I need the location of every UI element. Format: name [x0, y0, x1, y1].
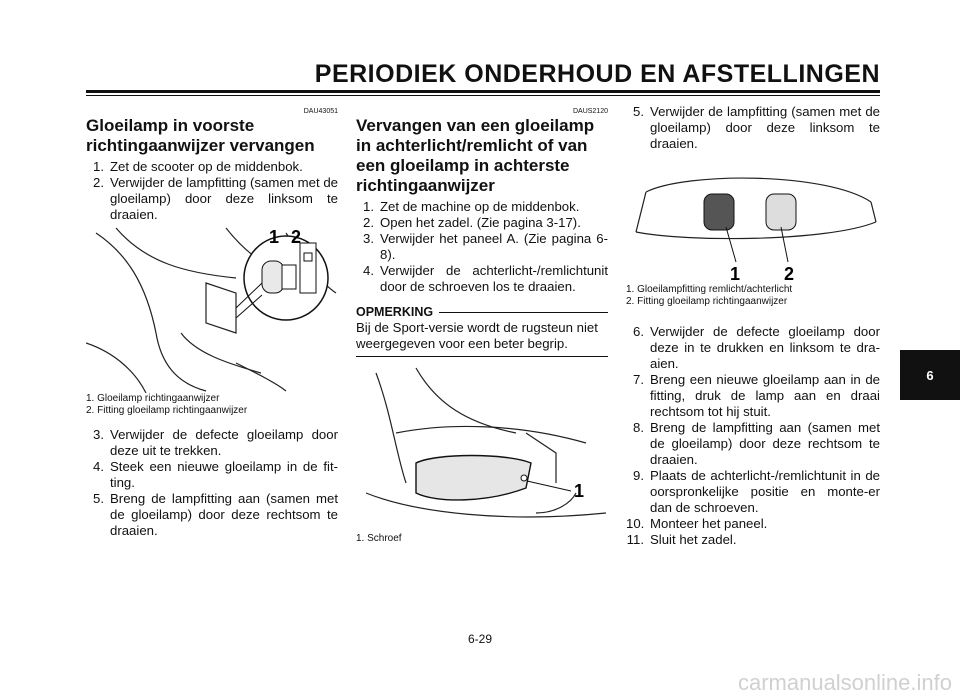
- step-item: 2. Verwijder de lampfitting (samen met de gloeilamp) door deze linksom te draaien.: [93, 175, 338, 222]
- step-item: 11. Sluit het zadel.: [626, 532, 737, 547]
- section-code: DAUS2120: [572, 108, 608, 115]
- step-item: 2. Open het zadel. (Zie pagina 3-17).: [363, 215, 581, 230]
- step-list: [626, 324, 880, 548]
- figure-caption: 1. Gloeilamp richtingaanwijzer: [86, 393, 220, 404]
- figure-caption: 1. Schroef: [356, 533, 402, 544]
- chapter-tab: 6: [900, 350, 960, 400]
- taillight-unit-figure: [356, 363, 608, 533]
- figure-caption: 1. Gloeilampfitting remlicht/achterlicht: [626, 284, 793, 295]
- front-turn-signal-figure: [86, 223, 338, 393]
- column-1: [86, 104, 338, 539]
- note-title: OPMERKING: [356, 304, 608, 320]
- callout-label: 1: [730, 264, 741, 282]
- header-rule: [86, 90, 880, 93]
- step-item: 5. Breng de lampfitting aan (samen met de gloeilamp) door deze rechtsom te draaien.: [93, 491, 338, 538]
- step-item: 3. Verwijder het paneel A. (Zie pagina 6-8).: [363, 231, 608, 262]
- page-number: 6-29: [467, 632, 493, 646]
- step-item: 4. Verwijder de achterlicht-/remlichtunit door de schroeven los te draaien.: [363, 263, 608, 294]
- callout-label: 1: [574, 481, 585, 501]
- step-item: 7. Breng een nieuwe gloeilamp aan in de fitting, druk de lamp aan en draai rechtsom tot hij stuit.: [633, 372, 880, 419]
- step-item: 6. Verwijder de defecte gloeilamp door deze in te drukken en linksom te dra-aien.: [633, 324, 880, 371]
- step-item: 3. Verwijder de defecte gloeilamp door deze uit te trekken.: [93, 427, 338, 458]
- step-list: [86, 159, 338, 223]
- step-list: [86, 427, 338, 539]
- callout-label: 1: [269, 227, 280, 247]
- step-item: 8. Breng de lampfitting aan (samen met de gloeilamp) door deze rechtsom te draaien.: [633, 420, 880, 467]
- note-text: Bij de Sport-versie wordt de rugsteun niet weergegeven voor een beter begrip.: [356, 320, 608, 357]
- column-2: [356, 104, 608, 545]
- column-3: [626, 104, 880, 548]
- step-item: 1. Zet de scooter op de middenbok.: [93, 159, 303, 174]
- section-heading: Vervangen van een gloeilamp in achterlicht/remlicht of van een gloeilamp in achterste richtingaanwijzer: [356, 116, 595, 195]
- watermark: carmanualsonline.info: [737, 670, 952, 695]
- step-item: 4. Steek een nieuwe gloeilamp in de fit-ting.: [93, 459, 338, 490]
- step-list: [626, 104, 880, 152]
- figure-caption: 2. Fitting gloeilamp richtingaanwijzer: [626, 296, 788, 307]
- step-item: 1. Zet de machine op de middenbok.: [363, 199, 580, 214]
- step-item: 5. Verwijder de lampfitting (samen met de gloeilamp) door deze linksom te draaien.: [633, 104, 880, 151]
- header-rule-thin: [86, 95, 880, 96]
- section-code: DAU43051: [303, 108, 338, 115]
- callout-label: 2: [784, 264, 795, 282]
- page-header-title: PERIODIEK ONDERHOUD EN AFSTELLINGEN: [314, 60, 880, 88]
- section-heading: Gloeilamp in voorste richtingaanwijzer vervangen: [86, 116, 315, 155]
- step-list: [356, 199, 608, 295]
- figure-caption: 2. Fitting gloeilamp richtingaanwijzer: [86, 405, 248, 416]
- callout-label: 2: [291, 227, 302, 247]
- bulb-socket-figure: [626, 152, 880, 282]
- step-item: 9. Plaats de achterlicht-/remlichtunit in de oorspronkelijke positie en monte-er dan de schroeven.: [633, 468, 880, 515]
- step-item: 10. Monteer het paneel.: [626, 516, 768, 531]
